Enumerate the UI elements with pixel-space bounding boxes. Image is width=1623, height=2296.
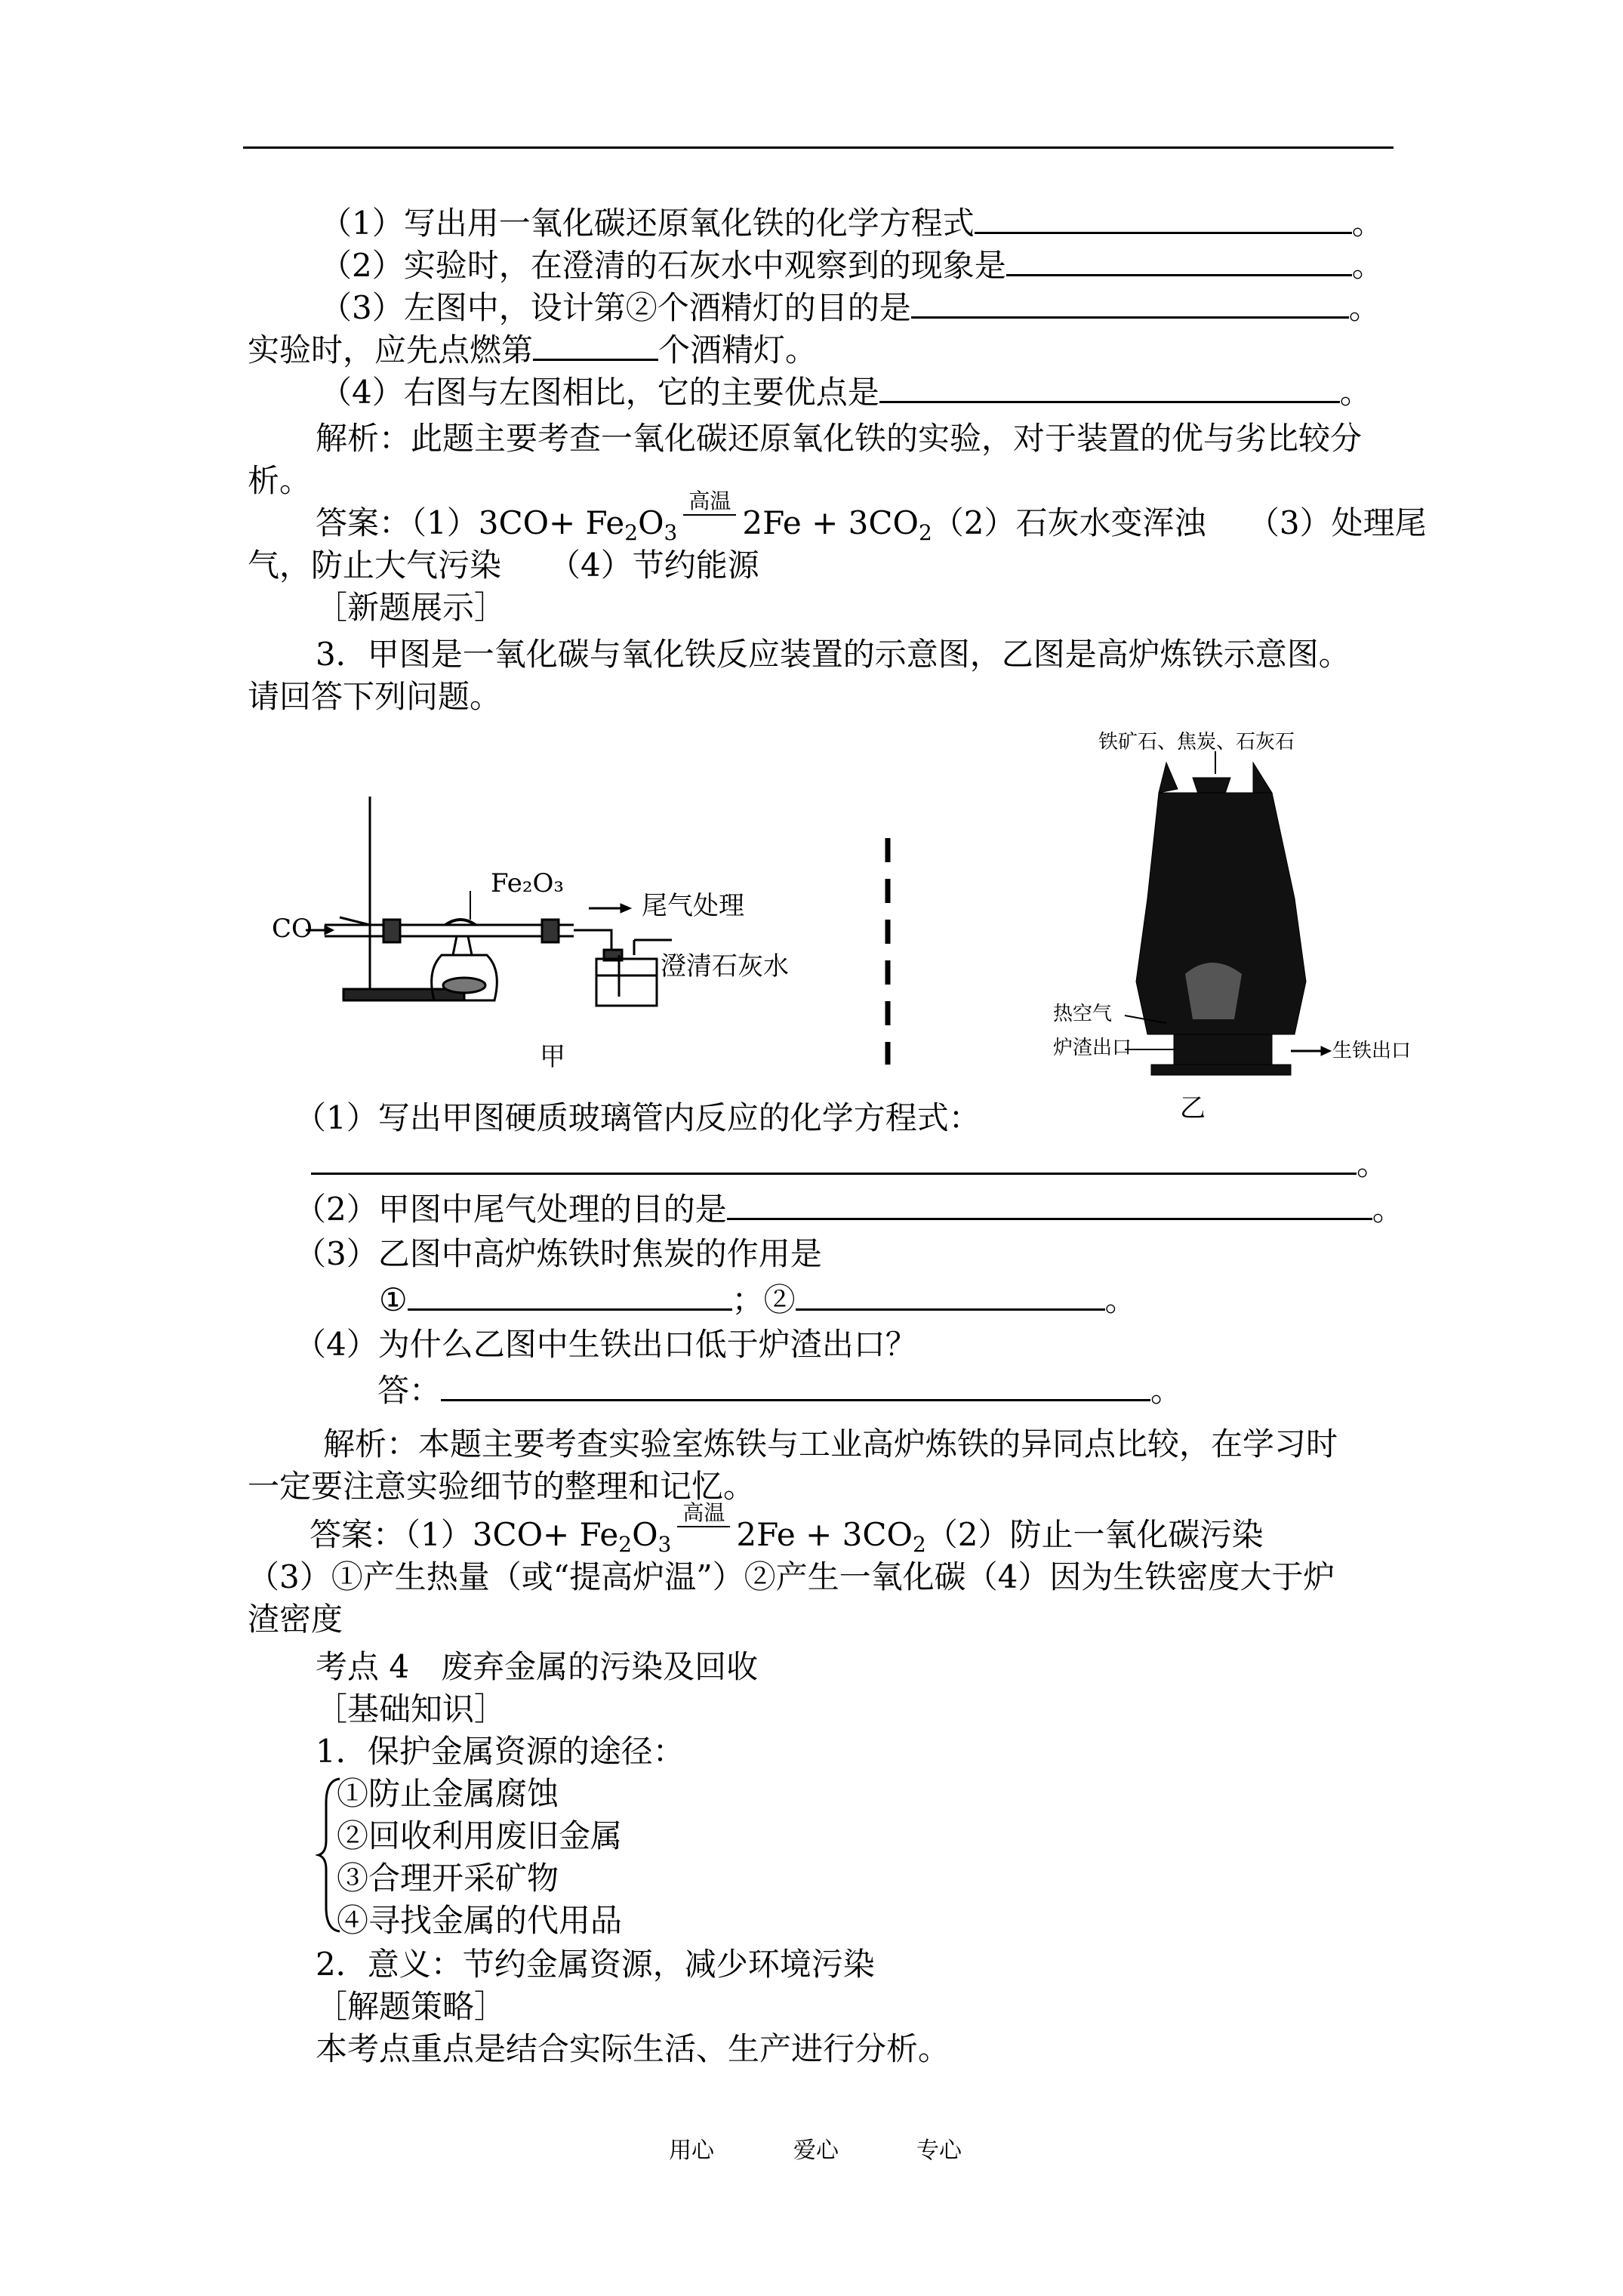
q2-sub2: （2）实验时，在澄清的石灰水中观察到的现象是 。 [320,244,1384,287]
kp4-point-1: 1．保护金属资源的途径： [316,1733,685,1770]
kp4-point-2: 2．意义：节约金属资源，减少环境污染 [316,1946,875,1983]
figure-jia-co-label: CO [272,914,313,944]
q3-intro-2: 请回答下列问题。 [248,678,502,715]
q3-sub1: （1）写出甲图硬质玻璃管内反应的化学方程式： [294,1099,981,1136]
q3-analysis-1: 解析：本题主要考查实验室炼铁与工业高炉炼铁的异同点比较，在学习时 [323,1425,1338,1462]
figure-divider [883,838,892,1065]
q3-answer-3: 渣密度 [248,1601,343,1638]
q2-sub3: （3）左图中，设计第②个酒精灯的目的是 。 [320,286,1381,329]
figure-yi-top-label: 铁矿石、焦炭、石灰石 [1098,731,1295,754]
footer-word-3: 专心 [916,2137,962,2164]
kp4-basic-heading: ［基础知识］ [316,1690,507,1727]
kp4-item-1: ①防止金属腐蚀 [337,1775,559,1812]
figure-divider-line [883,838,892,1065]
figure-jia-caption: 甲 [540,1042,565,1072]
kp4-item-2: ②回收利用废旧金属 [337,1817,623,1854]
figure-yi-caption: 乙 [1180,1093,1206,1123]
figure-yi-drawing [1053,732,1415,1133]
kp4-item-4: ④寻找金属的代用品 [337,1902,623,1939]
footer-word-1: 用心 [669,2137,714,2164]
figure-yi-slag-label: 炉渣出口 [1053,1037,1132,1059]
figure-yi-iron-label: 生铁出口 [1332,1040,1412,1062]
header-rule [243,146,1394,149]
kp4-last-line: 本考点重点是结合实际生活、生产进行分析。 [316,2030,950,2067]
footer-word-2: 爱心 [793,2137,839,2164]
q3-sub1-answer-line: 。 [311,1142,1388,1185]
kp4-title: 考点 4 废弃金属的污染及回收 [316,1648,759,1685]
q3-sub4-answer: 答： 。 [377,1369,1182,1412]
figure-jia-drawing [272,785,845,1072]
q3-intro-1: 3．甲图是一氧化碳与氧化铁反应装置的示意图，乙图是高炉炼铁示意图。 [316,636,1350,673]
figure-yi-air-label: 热空气 [1053,1003,1113,1025]
q2-analysis-1: 解析：此题主要考查一氧化碳还原氧化铁的实验，对于装置的优与劣比较分 [316,420,1363,457]
q3-sub3-blanks: ① ；② 。 [379,1278,1137,1321]
q2-sub4: （4）右图与左图相比，它的主要优点是 。 [320,371,1372,414]
q2-sub1: （1）写出用一氧化碳还原氧化铁的化学方程式 。 [320,202,1384,245]
figure-jia-fe2o3-label: Fe₂O₃ [491,868,564,898]
figure-jia-tail-label: 尾气处理 [642,891,744,921]
q2-answer-1: 答案：$(1)3CO+ Fe_2O_3$ 高温 $2Fe + 3CO_2(2)$石灰水变浑浊 （3）处理尾 [316,488,1427,545]
q2-answer-2: 气，防止大气污染 （4）节约能源 [248,547,759,584]
q2-analysis-2: 析。 [248,462,312,499]
kp4-strategy-heading: ［解题策略］ [316,1988,507,2025]
q3-sub4: （4）为什么乙图中生铁出口低于炉渣出口？ [294,1326,917,1363]
figure-jia [272,785,845,1072]
figure-yi [1053,732,1415,1133]
q3-sub3: （3）乙图中高炉炼铁时焦炭的作用是 [294,1235,822,1272]
new-questions-heading: ［新题展示］ [316,589,507,626]
figure-jia-limewater-label: 澄清石灰水 [661,951,789,982]
kp4-item-3: ③合理开采矿物 [337,1860,559,1897]
q3-analysis-2: 一定要注意实验细节的整理和记忆。 [248,1468,756,1505]
q3-sub2: （2）甲图中尾气处理的目的是 。 [294,1188,1404,1231]
q3-answer-1: 答案：$(1)3CO+ Fe_2O_3$ 高温 $2Fe + 3CO_2(2)$防止一氧化碳污染 [310,1500,1264,1557]
q2-sub3-cont: 实验时，应先点燃第 个酒精灯。 [248,328,817,371]
q3-answer-2: （3）①产生热量（或“提高炉温”）②产生一氧化碳（4）因为生铁密度大于炉 [248,1558,1335,1595]
